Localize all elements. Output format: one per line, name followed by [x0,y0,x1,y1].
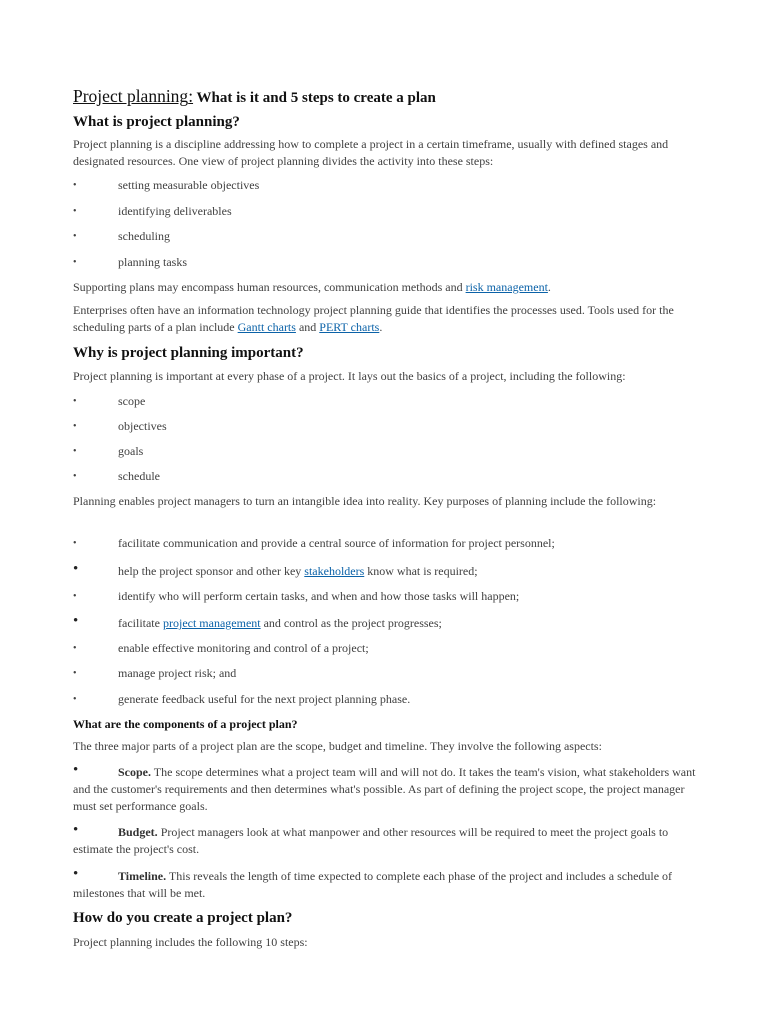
component-item-timeline: • Timeline. This reveals the length of time expected to complete each phase of the project and includes a schedule of milestones that will be met. [73,866,673,900]
risk-management-link[interactable]: risk management [465,280,548,294]
bullet-icon: • [73,231,77,242]
paragraph-supporting-plans: Supporting plans may encompass human resources, communication methods and risk management. [73,280,551,294]
bullet-icon: • [73,257,77,268]
paragraph-why-intro: Project planning is important at every phase of a project. It lays out the basics of a project, including the following: [73,369,626,383]
heading-components: What are the components of a project plan? [73,717,298,731]
component-item-scope: • Scope. The scope determines what a project team will and will not do. It takes the team's vision, what stakeholders want and the customer's requirements and then determines what's possible. As part of defining the project scope, the project manager must set performance goals. [73,762,696,813]
bullet-icon: • [73,613,79,629]
heading-how-create: How do you create a project plan? [73,910,293,926]
bullet-icon: • [73,180,77,191]
paragraph-enterprises: Enterprises often have an information technology project planning guide that identifies the processes used. Tools used for the scheduling parts of a plan include Gantt charts and PERT charts. [73,303,674,334]
bullet-icon: • [73,822,79,838]
heading-why-important: Why is project planning important? [73,345,304,361]
pert-charts-link[interactable]: PERT charts [319,320,380,334]
bullet-icon: • [73,694,77,705]
bullet-icon: • [73,421,77,432]
document-title [73,86,436,107]
bullet-icon: • [73,561,79,577]
bullet-icon: • [73,591,77,602]
heading-what-is-project-planning: What is project planning? [73,114,240,130]
title-main: Project planning [73,86,189,106]
title-rest: What is it and 5 steps to create a plan [193,90,436,106]
paragraph-intro: Project planning is a discipline addressing how to complete a project in a certain timeframe, usually with defined stages and designated resources. One view of project planning divides the activity into these steps: [73,137,669,168]
bullet-icon: • [73,396,77,407]
bullet-icon: • [73,471,77,482]
stakeholders-link[interactable]: stakeholders [304,564,365,578]
bullet-icon: • [73,538,77,549]
bullet-icon: • [73,668,77,679]
bullet-icon: • [73,446,77,457]
paragraph-how-intro: Project planning includes the following 10 steps: [73,935,308,949]
gantt-charts-link[interactable]: Gantt charts [237,320,296,334]
bullet-icon: • [73,762,79,778]
bullet-icon: • [73,866,79,882]
title-colon: : [188,86,194,106]
paragraph-planning-enables: Planning enables project managers to turn an intangible idea into reality. Key purposes of planning include the following: [73,494,657,508]
component-item-budget: • Budget. Project managers look at what manpower and other resources will be required to meet the project goals to estimate the project's cost. [73,822,669,856]
bullet-icon: • [73,643,77,654]
project-management-link[interactable]: project management [162,616,261,630]
paragraph-components-intro: The three major parts of a project plan are the scope, budget and timeline. They involve the following aspects: [73,739,602,753]
bullet-icon: • [73,206,77,217]
